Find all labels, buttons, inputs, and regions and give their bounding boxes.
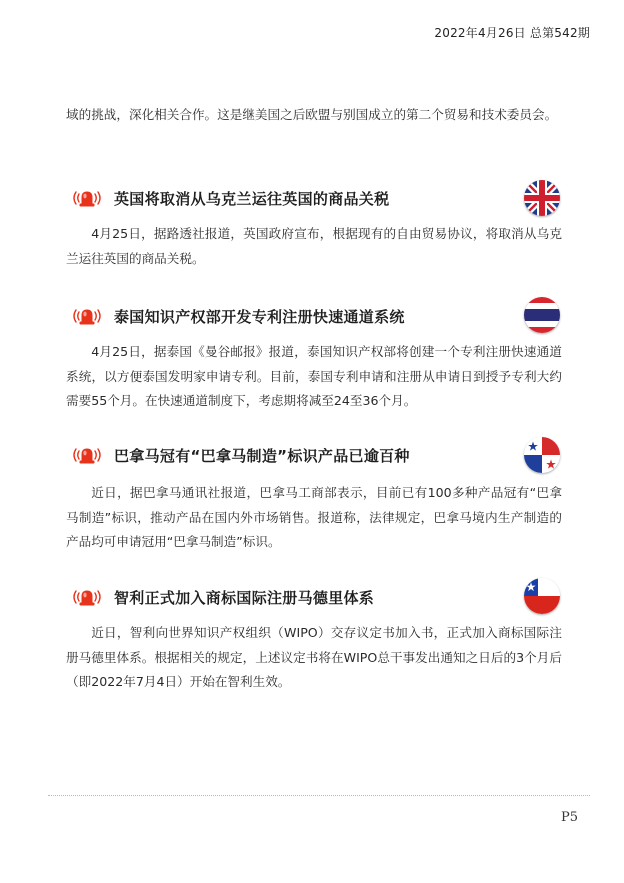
news-item-title-row xyxy=(70,184,389,212)
alarm-icon xyxy=(70,305,104,327)
chile-flag-icon xyxy=(524,578,560,614)
news-body: 近日，据巴拿马通讯社报道，巴拿马工商部表示，目前已有100多种产品冠有“巴拿马制造”标识，推动产品在国内外市场销售。报道称，法律规定，巴拿马境内生产制造的产品均可申请冠用“巴拿马制造”标识。 xyxy=(66,485,562,549)
alarm-icon xyxy=(70,586,104,608)
news-item-title-row xyxy=(70,441,410,469)
news-body: 4月25日，据路透社报道，英国政府宣布，根据现有的自由贸易协议，将取消从乌克兰运往英国的商品关税。 xyxy=(66,226,562,266)
news-title: 巴拿马冠有“巴拿马制造”标识产品已逾百种 xyxy=(114,446,410,465)
footer-divider xyxy=(48,795,590,796)
alarm-icon xyxy=(70,187,104,209)
news-body: 近日，智利向世界知识产权组织（WIPO）交存议定书加入书，正式加入商标国际注册马德里体系。根据相关的规定，上述议定书将在WIPO总干事发出通知之日后的3个月后（即2022年7月4日）开始在智利生效。 xyxy=(66,625,562,689)
news-body: 4月25日，据泰国《曼谷邮报》报道，泰国知识产权部将创建一个专利注册快速通道系统，以方便泰国发明家申请专利。目前，泰国专利申请和注册从申请日到授予专利大约需要55个月。在快速通道制度下，考虑期将减至24至36个月。 xyxy=(66,344,562,408)
intro-paragraph: 域的挑战，深化相关合作。这是继美国之后欧盟与别国成立的第二个贸易和技术委员会。 xyxy=(66,107,558,122)
panama-flag-icon xyxy=(524,437,560,473)
thailand-flag-icon xyxy=(524,297,560,333)
news-title: 智利正式加入商标国际注册马德里体系 xyxy=(114,588,375,607)
issue-header: 2022年4月26日 总第542期 xyxy=(434,26,590,40)
news-item-title-row xyxy=(70,583,374,611)
news-title: 泰国知识产权部开发专利注册快速通道系统 xyxy=(114,307,405,326)
news-item-title-row xyxy=(70,302,405,330)
page-number: P5 xyxy=(560,810,578,825)
alarm-icon xyxy=(70,444,104,466)
uk-flag-icon xyxy=(524,180,560,216)
news-title: 英国将取消从乌克兰运往英国的商品关税 xyxy=(114,189,390,208)
